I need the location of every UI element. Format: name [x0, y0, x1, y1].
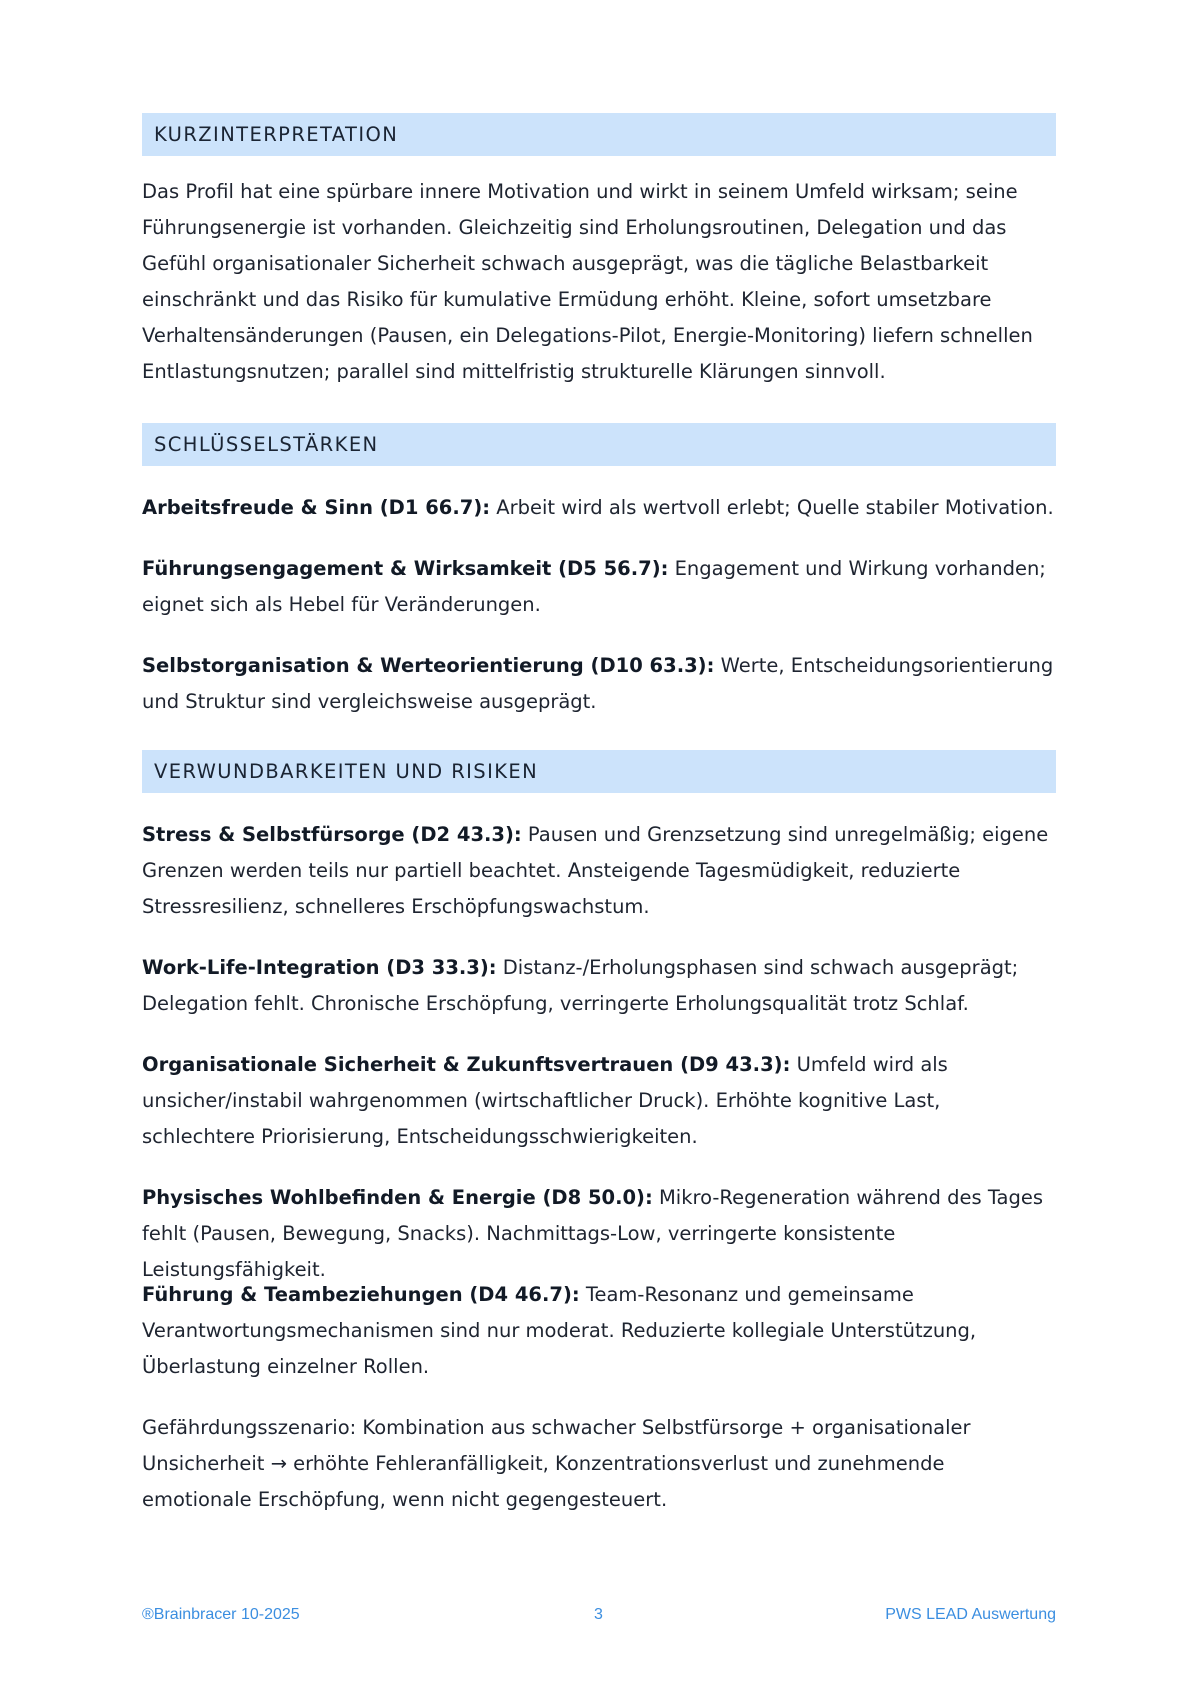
risk-label: Stress & Selbstfürsorge (D2 43.3):	[142, 823, 522, 846]
risk-item	[142, 1047, 1056, 1155]
section-header-interpretation: KURZINTERPRETATION	[142, 113, 1056, 156]
risk-item	[142, 1180, 1056, 1288]
risk-text: Team-Resonanz und gemeinsame Verantwortungsmechanismen sind nur moderat. Reduzierte kollegiale Unterstützung, Überlastung einzelner Rollen.	[142, 1283, 977, 1378]
strength-text: Arbeit wird als wertvoll erlebt; Quelle stabiler Motivation.	[490, 496, 1054, 519]
risk-scenario: Gefährdungsszenario: Kombination aus schwacher Selbstfürsorge + organisationaler Unsicherheit → erhöhte Fehleranfälligkeit, Konzentrationsverlust und zunehmende emotionale Erschöpfung, wenn nicht gegengesteuert.	[142, 1416, 971, 1511]
risk-item	[142, 1277, 1056, 1385]
strength-item	[142, 648, 1056, 720]
risk-text: Pausen und Grenzsetzung sind unregelmäßig; eigene Grenzen werden teils nur partiell beachtet. Ansteigende Tagesmüdigkeit, reduzierte Stressresilienz, schnelleres Erschöpfungswachstum.	[142, 823, 1049, 918]
risk-label: Work-Life-Integration (D3 33.3):	[142, 956, 497, 979]
strength-label: Selbstorganisation & Werteorientierung (D10 63.3):	[142, 654, 715, 677]
strength-text: Werte, Entscheidungsorientierung und Struktur sind vergleichsweise ausgeprägt.	[142, 654, 1054, 713]
footer-page-number: 3	[594, 1606, 603, 1623]
strength-item	[142, 551, 1056, 623]
risk-label: Führung & Teambeziehungen (D4 46.7):	[142, 1283, 580, 1306]
strength-item	[142, 490, 1056, 526]
risk-item	[142, 817, 1056, 925]
section-header-risks: VERWUNDBARKEITEN UND RISIKEN	[142, 750, 1056, 793]
strength-text: Engagement und Wirkung vorhanden; eignet sich als Hebel für Veränderungen.	[142, 557, 1046, 616]
risk-label: Physisches Wohlbefinden & Energie (D8 50.0):	[142, 1186, 653, 1209]
section-header-strengths: SCHLÜSSELSTÄRKEN	[142, 423, 1056, 466]
interpretation-text: Das Profil hat eine spürbare innere Motivation und wirkt in seinem Umfeld wirksam; seine Führungsenergie ist vorhanden. Gleichzeitig sind Erholungsroutinen, Delegation und das Gefühl organisationaler Sicherheit schwach ausgeprägt, was die tägliche Belastbarkeit einschränkt und das Risiko für kumulative Ermüdung erhöht. Kleine, sofort umsetzbare Verhaltensänderungen (Pausen, ein Delegations-Pilot, Energie-Monitoring) liefern schnellen Entlastungsnutzen; parallel sind mittelfristig strukturelle Klärungen sinnvoll.	[142, 180, 1033, 383]
risk-text: Mikro-Regeneration während des Tages fehlt (Pausen, Bewegung, Snacks). Nachmittags-Low, verringerte konsistente Leistungsfähigkeit.	[142, 1186, 1044, 1281]
risk-text: Distanz-/Erholungsphasen sind schwach ausgeprägt; Delegation fehlt. Chronische Erschöpfung, verringerte Erholungsqualität trotz Schlaf.	[142, 956, 1019, 1015]
strength-label: Arbeitsfreude & Sinn (D1 66.7):	[142, 496, 491, 519]
footer-copyright: ®Brainbracer 10-2025	[142, 1606, 300, 1623]
risk-text: Umfeld wird als unsicher/instabil wahrgenommen (wirtschaftlicher Druck). Erhöhte kognitive Last, schlechtere Priorisierung, Entscheidungsschwierigkeiten.	[142, 1053, 948, 1148]
footer-document-title: PWS LEAD Auswertung	[885, 1606, 1056, 1623]
risk-label: Organisationale Sicherheit & Zukunftsvertrauen (D9 43.3):	[142, 1053, 791, 1076]
risk-item	[142, 950, 1056, 1022]
strength-label: Führungsengagement & Wirksamkeit (D5 56.7):	[142, 557, 669, 580]
